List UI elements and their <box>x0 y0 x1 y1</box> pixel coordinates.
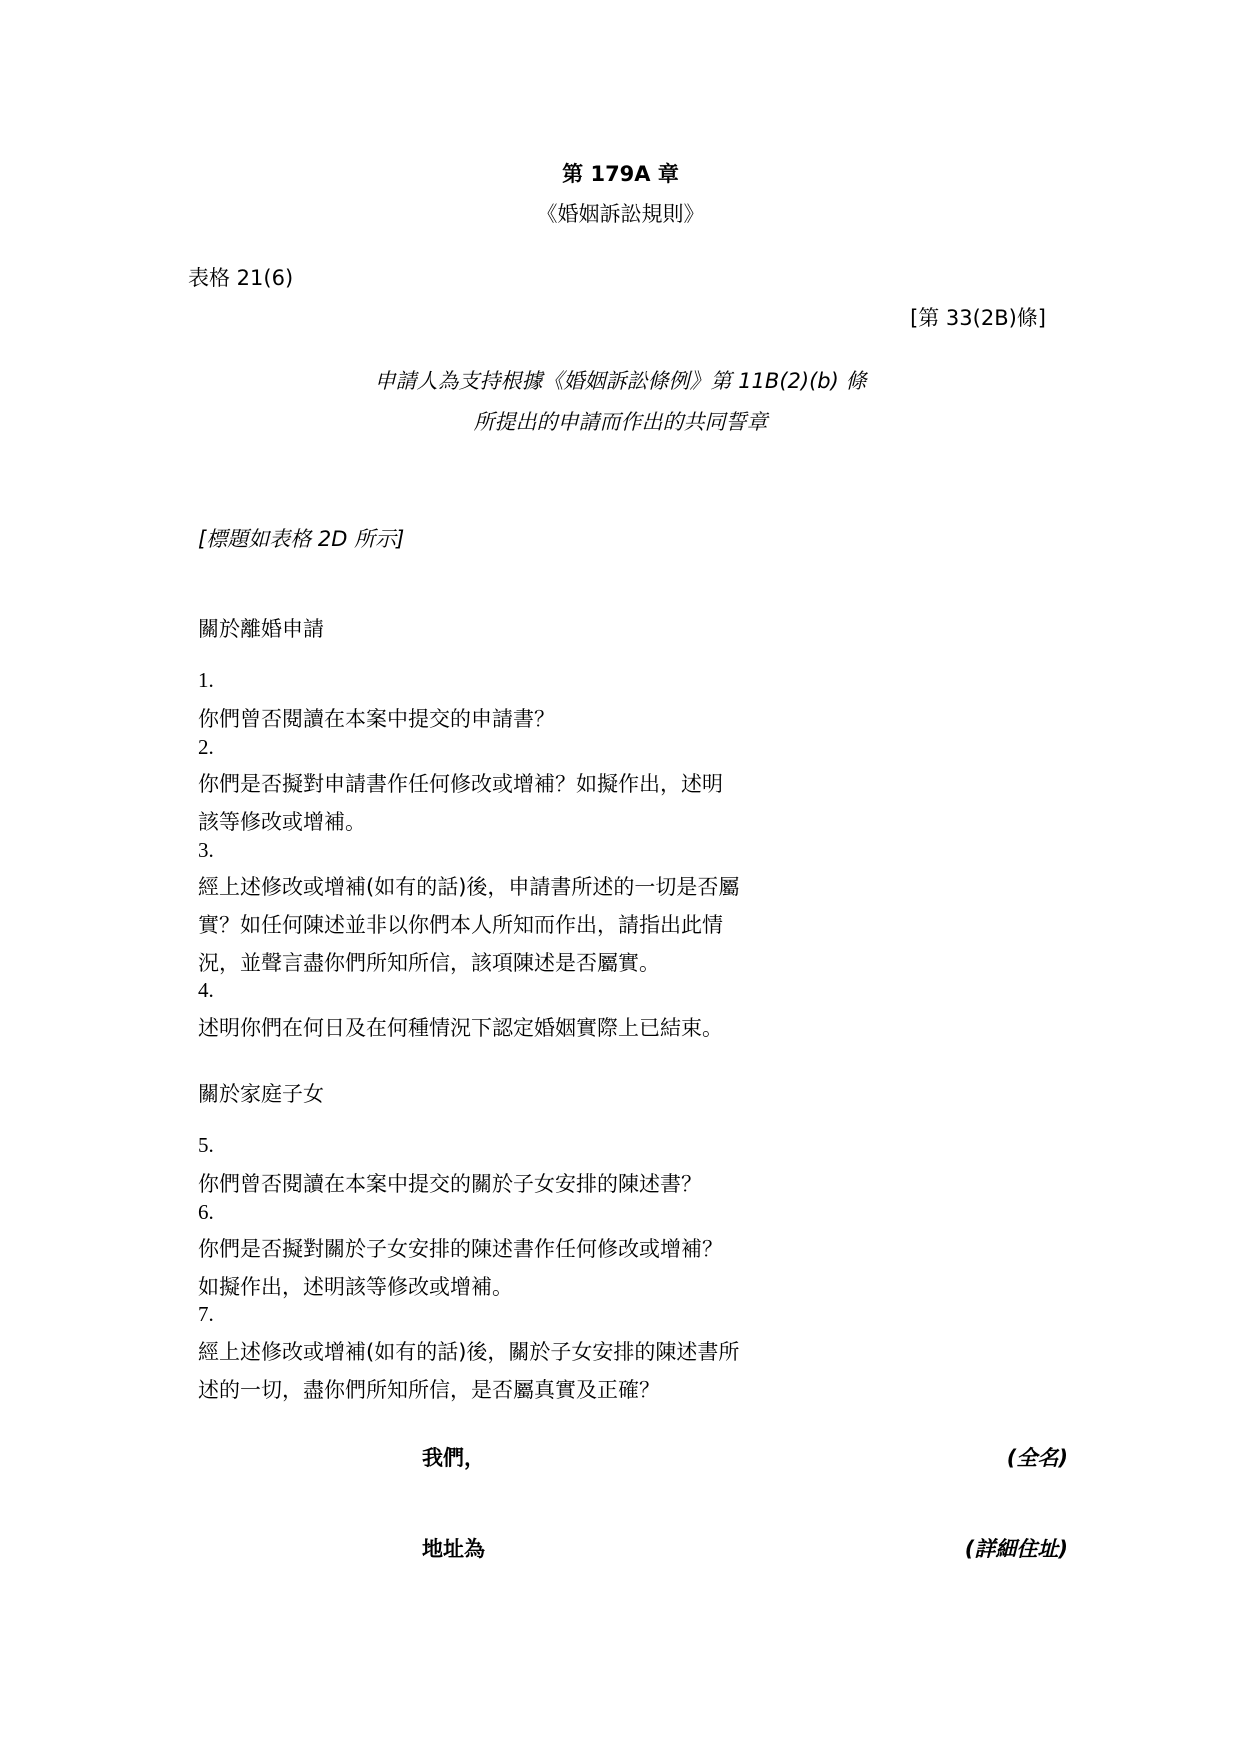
form-number: 表格 21(6) <box>188 266 294 290</box>
item-text: 述明你們在何日及在何種情況下認定婚姻實際上已結束。 <box>198 1016 723 1040</box>
form-title-line1: 申請人為支持根據《婚姻訴訟條例》第 11B(2)(b) 條 <box>374 369 867 393</box>
section-heading-divorce: 關於離婚申請 <box>198 617 324 641</box>
fullname-hint: (全名) <box>1006 1446 1068 1470</box>
item-number: 6. <box>198 1200 214 1224</box>
item-number: 2. <box>198 735 214 759</box>
item-text: 你們曾否閱讀在本案中提交的關於子女安排的陳述書？ <box>198 1172 702 1196</box>
item-text: 你們是否擬對關於子女安排的陳述書作任何修改或增補？ <box>198 1237 723 1261</box>
item-text: 經上述修改或增補(如有的話)後，申請書所述的一切是否屬 <box>198 875 740 899</box>
address-label: 地址為 <box>422 1537 485 1561</box>
form-title-line2: 所提出的申請而作出的共同誓章 <box>473 410 768 434</box>
address-hint: (詳細住址) <box>964 1537 1068 1561</box>
item-number: 3. <box>198 838 214 862</box>
item-text: 實？如任何陳述並非以你們本人所知而作出，請指出此情 <box>198 913 723 937</box>
rule-reference: [第 33(2B)條] <box>910 306 1046 330</box>
declaration-we-label: 我們， <box>422 1446 485 1470</box>
item-text: 你們曾否閱讀在本案中提交的申請書？ <box>198 707 555 731</box>
item-text: 經上述修改或增補(如有的話)後，關於子女安排的陳述書所 <box>198 1340 740 1364</box>
item-number: 7. <box>198 1302 214 1326</box>
item-text: 況，並聲言盡你們所知所信，該項陳述是否屬實。 <box>198 951 660 975</box>
section-heading-children: 關於家庭子女 <box>198 1082 324 1106</box>
item-number: 5. <box>198 1133 214 1157</box>
item-text: 你們是否擬對申請書作任何修改或增補？如擬作出，述明 <box>198 772 723 796</box>
item-text: 該等修改或增補。 <box>198 810 366 834</box>
item-number: 1. <box>198 668 214 692</box>
item-number: 4. <box>198 978 214 1002</box>
rules-title: 《婚姻訴訟規則》 <box>536 202 705 226</box>
chapter-title: 第 179A 章 <box>562 162 679 186</box>
heading-note: [標題如表格 2D 所示] <box>198 527 405 551</box>
item-text: 如擬作出，述明該等修改或增補。 <box>198 1275 513 1299</box>
item-text: 述的一切，盡你們所知所信，是否屬真實及正確？ <box>198 1378 660 1402</box>
